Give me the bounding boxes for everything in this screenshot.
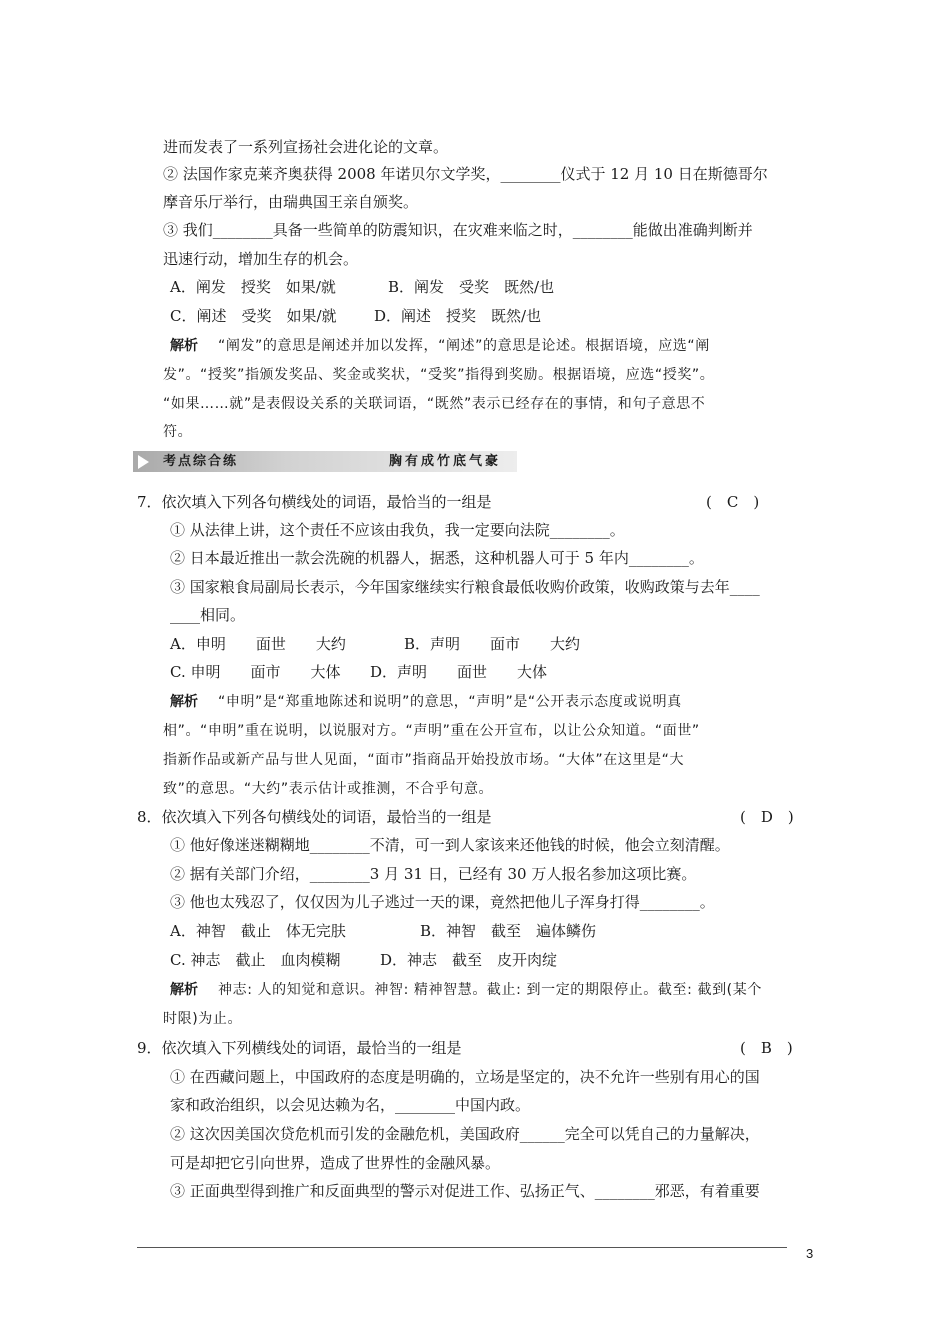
- text-line: [0, 273, 950, 301]
- line-text: 相”。“申明”重在说明，以说服对方。“声明”重在公开宣布，以让公众知道。“面世”: [163, 723, 700, 739]
- line-text: A．申明 面世 大约: [170, 635, 346, 653]
- line-text: ____相同。: [170, 606, 246, 624]
- text-line: [0, 418, 950, 446]
- line-text: ① 在西藏问题上，中国政府的态度是明确的，立场是坚定的，决不允许一些别有用心的国: [170, 1068, 760, 1086]
- text-line: [0, 302, 950, 330]
- banner-slogan: 胸有成竹底气豪: [389, 454, 502, 469]
- text-line: [0, 917, 950, 945]
- line-text: ① 从法律上讲，这个责任不应该由我负，我一定要向法院________。: [170, 521, 625, 539]
- section-banner: [133, 451, 517, 472]
- line-text: A．神智 截止 体无完肤: [170, 922, 346, 940]
- analysis-label: 解析: [170, 982, 198, 998]
- line-text: 神志: 人的知觉和意识。神智: 精神智慧。截止: 到一定的期限停止。截至: 截到(某个: [218, 982, 762, 998]
- analysis-label: 解析: [170, 694, 198, 710]
- analysis-label: 解析: [170, 338, 198, 354]
- line-text: D．声明 面世 大体: [370, 663, 548, 681]
- text-line: [0, 630, 950, 658]
- text-line: [0, 216, 950, 244]
- line-text: 符。: [163, 424, 193, 440]
- line-text: 致”的意思。“大约”表示估计或推测，不合乎句意。: [163, 781, 494, 797]
- line-text: ( C ): [706, 493, 760, 511]
- text-line: [0, 133, 950, 161]
- text-line: [0, 717, 950, 745]
- text-line: [0, 775, 950, 803]
- text-line: [0, 1149, 950, 1177]
- line-text: ③ 正面典型得到推广和反面典型的警示对促进工作、弘扬正气、________邪恶，有着重要: [170, 1182, 760, 1200]
- text-line: [0, 361, 950, 389]
- text-line: [0, 390, 950, 418]
- line-text: ( B ): [740, 1039, 793, 1057]
- page-number: 3: [806, 1246, 814, 1261]
- line-text: ③ 他也太残忍了，仅仅因为儿子逃过一天的课，竟然把他儿子浑身打得________。: [170, 893, 715, 911]
- line-text: C．阐述 受奖 如果/就: [170, 307, 337, 325]
- line-text: D．神志 截至 皮开肉绽: [380, 951, 558, 969]
- footer-divider: [137, 1247, 787, 1248]
- text-line: [0, 573, 950, 601]
- text-line: [0, 746, 950, 774]
- line-text: D．阐述 授奖 既然/也: [374, 307, 542, 325]
- line-text: C. 神志 截止 血肉模糊: [170, 951, 341, 969]
- banner-title: 考点综合练: [163, 454, 239, 469]
- line-text: ③ 我们________具备一些简单的防震知识，在灾难来临之时，________能做出准确判断并: [163, 221, 753, 239]
- line-text: 指新作品或新产品与世人见面，“面市”指商品开始投放市场。“大体”在这里是“大: [163, 752, 685, 768]
- line-text: B．阐发 受奖 既然/也: [388, 278, 555, 296]
- line-text: 摩音乐厅举行，由瑞典国王亲自颁奖。: [163, 193, 419, 211]
- text-line: [0, 1063, 950, 1091]
- line-text: 7．依次填入下列各句横线处的词语，最恰当的一组是: [137, 493, 492, 511]
- text-line: [0, 976, 950, 1004]
- line-text: 发”。“授奖”指颁发奖品、奖金或奖状，“受奖”指得到奖励。根据语境，应选“授奖”。: [163, 367, 715, 383]
- text-line: [0, 1091, 950, 1119]
- text-line: [0, 946, 950, 974]
- text-line: [0, 516, 950, 544]
- text-line: [0, 831, 950, 859]
- text-line: [0, 1120, 950, 1148]
- line-text: “阐发”的意思是阐述并加以发挥，“阐述”的意思是论述。根据语境，应选“阐: [218, 338, 710, 354]
- line-text: ② 这次因美国次贷危机而引发的金融危机，美国政府______完全可以凭自己的力量解决，: [170, 1125, 760, 1143]
- line-text: ( D ): [740, 808, 794, 826]
- line-text: ② 据有关部门介绍，________3 月 31 日，已经有 30 万人报名参加这项比赛。: [170, 865, 697, 883]
- line-text: 9．依次填入下列横线处的词语，最恰当的一组是: [137, 1039, 462, 1057]
- text-line: [0, 658, 950, 686]
- play-triangle-icon: [138, 455, 149, 469]
- text-line: [0, 188, 950, 216]
- line-text: C. 申明 面市 大体: [170, 663, 341, 681]
- line-text: B．声明 面市 大约: [404, 635, 581, 653]
- text-line: [0, 1034, 950, 1062]
- line-text: ① 他好像迷迷糊糊地________不清，可一到人家该来还他钱的时候，他会立刻清醒。: [170, 836, 730, 854]
- text-line: [0, 860, 950, 888]
- line-text: 时限)为止。: [163, 1011, 243, 1027]
- line-text: B．神智 截至 遍体鳞伤: [420, 922, 597, 940]
- text-line: [0, 245, 950, 273]
- line-text: ③ 国家粮食局副局长表示，今年国家继续实行粮食最低收购价政策，收购政策与去年____: [170, 578, 760, 596]
- line-text: “申明”是“郑重地陈述和说明”的意思，“声明”是“公开表示态度或说明真: [218, 694, 682, 710]
- text-line: [0, 160, 950, 188]
- line-text: 迅速行动，增加生存的机会。: [163, 250, 359, 268]
- text-line: [0, 488, 950, 516]
- line-text: “如果……就”是表假设关系的关联词语，“既然”表示已经存在的事情，和句子意思不: [163, 396, 706, 412]
- text-line: [0, 888, 950, 916]
- line-text: 进而发表了一系列宣扬社会进化论的文章。: [163, 138, 449, 156]
- text-line: [0, 803, 950, 831]
- line-text: ② 日本最近推出一款会洗碗的机器人，据悉，这种机器人可于 5 年内________。: [170, 549, 704, 567]
- text-line: [0, 1177, 950, 1205]
- text-line: [0, 601, 950, 629]
- text-line: [0, 1005, 950, 1033]
- text-line: [0, 544, 950, 572]
- text-line: [0, 332, 950, 360]
- text-line: [0, 688, 950, 716]
- line-text: 可是却把它引向世界，造成了世界性的金融风暴。: [170, 1154, 501, 1172]
- line-text: ② 法国作家克莱齐奥获得 2008 年诺贝尔文学奖，________仪式于 12 月 10 日在斯德哥尔: [163, 165, 768, 183]
- line-text: A．阐发 授奖 如果/就: [170, 278, 336, 296]
- line-text: 家和政治组织，以会见达赖为名，________中国内政。: [170, 1096, 531, 1114]
- line-text: 8．依次填入下列各句横线处的词语，最恰当的一组是: [137, 808, 492, 826]
